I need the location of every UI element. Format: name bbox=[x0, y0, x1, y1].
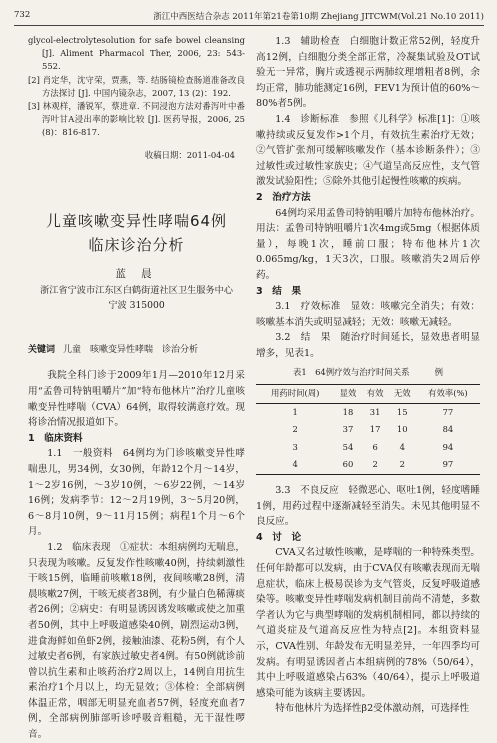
author: 蓝 晨 bbox=[115, 268, 158, 281]
table-row bbox=[256, 403, 480, 421]
page-number: 732 bbox=[14, 10, 31, 20]
intro-paragraph: 我院全科门诊于2009年1月—2010年12月采用“孟鲁司特钠咀嚼片”加“特布他林片”治疗儿童咳嗽变异性哮喘（CVA）64例，取得较满意疗效。现将诊治情况报道如下。 bbox=[28, 370, 245, 429]
paragraph-4-2: 特布他林片为选择性β2受体激动剂，可选择性 bbox=[275, 703, 470, 715]
section-4-heading: 4 讨 论 bbox=[256, 531, 302, 543]
table-cell: 10 bbox=[396, 424, 408, 435]
keywords bbox=[28, 343, 245, 359]
results-table bbox=[256, 365, 480, 475]
table-cell: 1 bbox=[292, 406, 298, 417]
reference-3: [3] 林观样，潘锐军，蔡进章. 不同浸泡方法对番泻叶中番泻叶甘A浸出率的影响比较 [J]. 医药导报，2006, 25 (8)：816-817. bbox=[28, 101, 245, 138]
table-header-cell: 无效 bbox=[393, 388, 411, 399]
title-line-2: 临床诊治分析 bbox=[88, 236, 185, 255]
table-cell: 77 bbox=[442, 406, 454, 417]
section-3-heading: 3 结 果 bbox=[256, 285, 302, 297]
table-cell: 60 bbox=[342, 459, 354, 470]
table-cell: 97 bbox=[442, 459, 454, 470]
table-cell: 17 bbox=[369, 424, 381, 435]
section-2-heading: 2 治疗方法 bbox=[256, 191, 311, 203]
table-header-cell: 有效率(%) bbox=[428, 388, 468, 399]
table-cell: 2 bbox=[372, 459, 378, 470]
keywords-text: 儿童 咳嗽变异性哮喘 诊治分析 bbox=[63, 344, 199, 355]
reference-2: [2] 肖定华，沈守荣，贾燕，等. 结肠镜检查肠道准备改良方法探讨 [J]. 中国内镜杂志，2007, 13 (2)：192. bbox=[28, 74, 245, 98]
table-header-row bbox=[256, 385, 480, 404]
paragraph-3-3: 3.3 不良反应 轻微恶心、呕吐1例，轻度嗜睡1例，用药过程中逐渐减轻至消失。未见其他明显不良反应。 bbox=[256, 485, 480, 528]
paragraph-1-2: 1.2 临床表现 ①症状：本组病例均无喘息，只表现为咳嗽。反复发作性咳嗽40例，持续刺激性干咳15例，临睡前咳嗽18例，夜间咳嗽28例，清晨咳嗽27例，干咳无痰者38例，有少量白色稀薄痰者26例；②病史：有明显诱因诱发咳嗽或使之加重者50例，其中上呼吸道感染40例，剧烈运动3例，进食海鲜如鱼虾2例，接触油漆、花粉5例，有个人过敏史者6例，有家族过敏史者4例。有50例就诊前曾以抗生素和止咳药治疗2周以上，14例自用抗生素治疗1个月以上，均无显效；③体检：全部病例体温正常，咽部无明显充血者57例，轻度充血者7例，全部病例肺部听诊呼吸音粗糙，无干湿性啰音。 bbox=[28, 541, 245, 741]
postcode: 宁波 315000 bbox=[108, 299, 165, 311]
table-cell: 15 bbox=[396, 406, 408, 417]
paragraph-4-1: CVA又名过敏性咳嗽，是哮喘的一种特殊类型。任何年龄都可以发病，由于CVA仅有咳嗽表现而无喘息症状，临床上极易误诊为支气管炎，反复呼吸道感染等。咳嗽变异性哮喘发病机制目前尚不清楚，多数学者认为它与典型哮喘的发病机制相同，都以持续的气道炎症及气道高反应性为特点[2]。本组资料显示，CVA性别、年龄发布无明显差异，一年四季均可发病。有明显诱因者占本组病例的78%（50/64），其中上呼吸道感染占63%（40/64），提示上呼吸道感染可能为该病主要诱因。 bbox=[256, 547, 480, 699]
table-cell: 3 bbox=[292, 441, 298, 452]
table-cell: 2 bbox=[399, 459, 405, 470]
left-column bbox=[28, 34, 245, 743]
table-cell: 31 bbox=[369, 406, 381, 417]
table-cell: 18 bbox=[342, 406, 354, 417]
table-row bbox=[256, 439, 480, 457]
paragraph-3-2: 3.2 结 果 随治疗时间延长，显效患者明显增多，见表1。 bbox=[256, 332, 480, 359]
section-1-heading: 1 临床资料 bbox=[28, 432, 83, 444]
table-row bbox=[256, 421, 480, 439]
table-cell: 94 bbox=[442, 441, 454, 452]
journal-title: 浙江中西医结合杂志 2011年第21卷第10期 Zhejiang JITCWM(Vol.21 No.10 2011) bbox=[153, 12, 484, 22]
paragraph-1-1: 1.1 一般资料 64例均为门诊咳嗽变异性哮喘患儿，男34例，女30例，年龄12个月～14岁，1～2岁16例，～3岁10例，～6岁22例，～14岁16例；发病季节：12～2月19例，3～5月20例，6～8月10例，9～11月15例；病程1个月～6个月。 bbox=[28, 448, 245, 538]
affiliation: 浙江省宁波市江东区白鹤街道社区卫生服务中心 bbox=[40, 284, 233, 296]
right-column bbox=[256, 34, 480, 717]
received-date: 收稿日期：2011-04-04 bbox=[144, 149, 235, 160]
table-cell: 6 bbox=[372, 441, 378, 452]
running-header bbox=[14, 10, 484, 26]
table-header-cell: 显效 bbox=[339, 388, 357, 399]
reference-1: glycol-electrolytesolution for safe bowel cleansing [J]. Aliment Pharmacol Ther, 2006, 23: 543-552. bbox=[28, 35, 245, 72]
paragraph-2: 64例均采用孟鲁司特钠咀嚼片加特布他林治疗。用法：孟鲁司特钠咀嚼片1次4mg或5mg（根据体质量），每晚1次，睡前口服；特布他林片1次0.065mg/kg，1天3次，口服。咳嗽消失2周后停药。 bbox=[256, 207, 480, 281]
table-cell: 37 bbox=[342, 424, 354, 435]
table-header-cell: 有效 bbox=[366, 388, 384, 399]
paragraph-1-4: 1.4 诊断标准 参照《儿科学》标准[1]：①咳嗽持续或反复发作>1个月，有效抗生素治疗无效；②气管扩张剂可缓解咳嗽发作（基本诊断条件）；③过敏性或过敏性家族史；④气道呈高反应性，支气管激发试验阳性；⑤除外其他引起慢性咳嗽的疾病。 bbox=[256, 113, 480, 188]
keywords-label: 关键词 bbox=[28, 344, 56, 355]
article-title bbox=[28, 209, 245, 257]
table-cell: 4 bbox=[292, 459, 298, 470]
table-cell: 84 bbox=[442, 424, 454, 435]
paragraph-1-3: 1.3 辅助检查 白细胞计数正常52例，轻度升高12例，白细胞分类全部正常，冷凝集试验及OT试验无一异常，胸片或透视示两肺纹理增粗者8例，余均正常，肺功能测定16例，FEV1为预计值的60%～80%者5例。 bbox=[256, 36, 480, 110]
table-cell: 4 bbox=[399, 441, 405, 452]
table-caption: 表1 64例疗效与治疗时间关系 例 bbox=[293, 367, 443, 378]
table-cell: 2 bbox=[292, 424, 298, 435]
table-row bbox=[256, 456, 480, 474]
title-line-1: 儿童咳嗽变异性哮喘64例 bbox=[45, 212, 228, 231]
table-header-cell: 用药时间(周) bbox=[271, 388, 320, 399]
paragraph-3-1: 3.1 疗效标准 显效：咳嗽完全消失；有效：咳嗽基本消失或明显减轻；无效：咳嗽无减轻。 bbox=[256, 301, 480, 328]
table-cell: 54 bbox=[342, 441, 354, 452]
